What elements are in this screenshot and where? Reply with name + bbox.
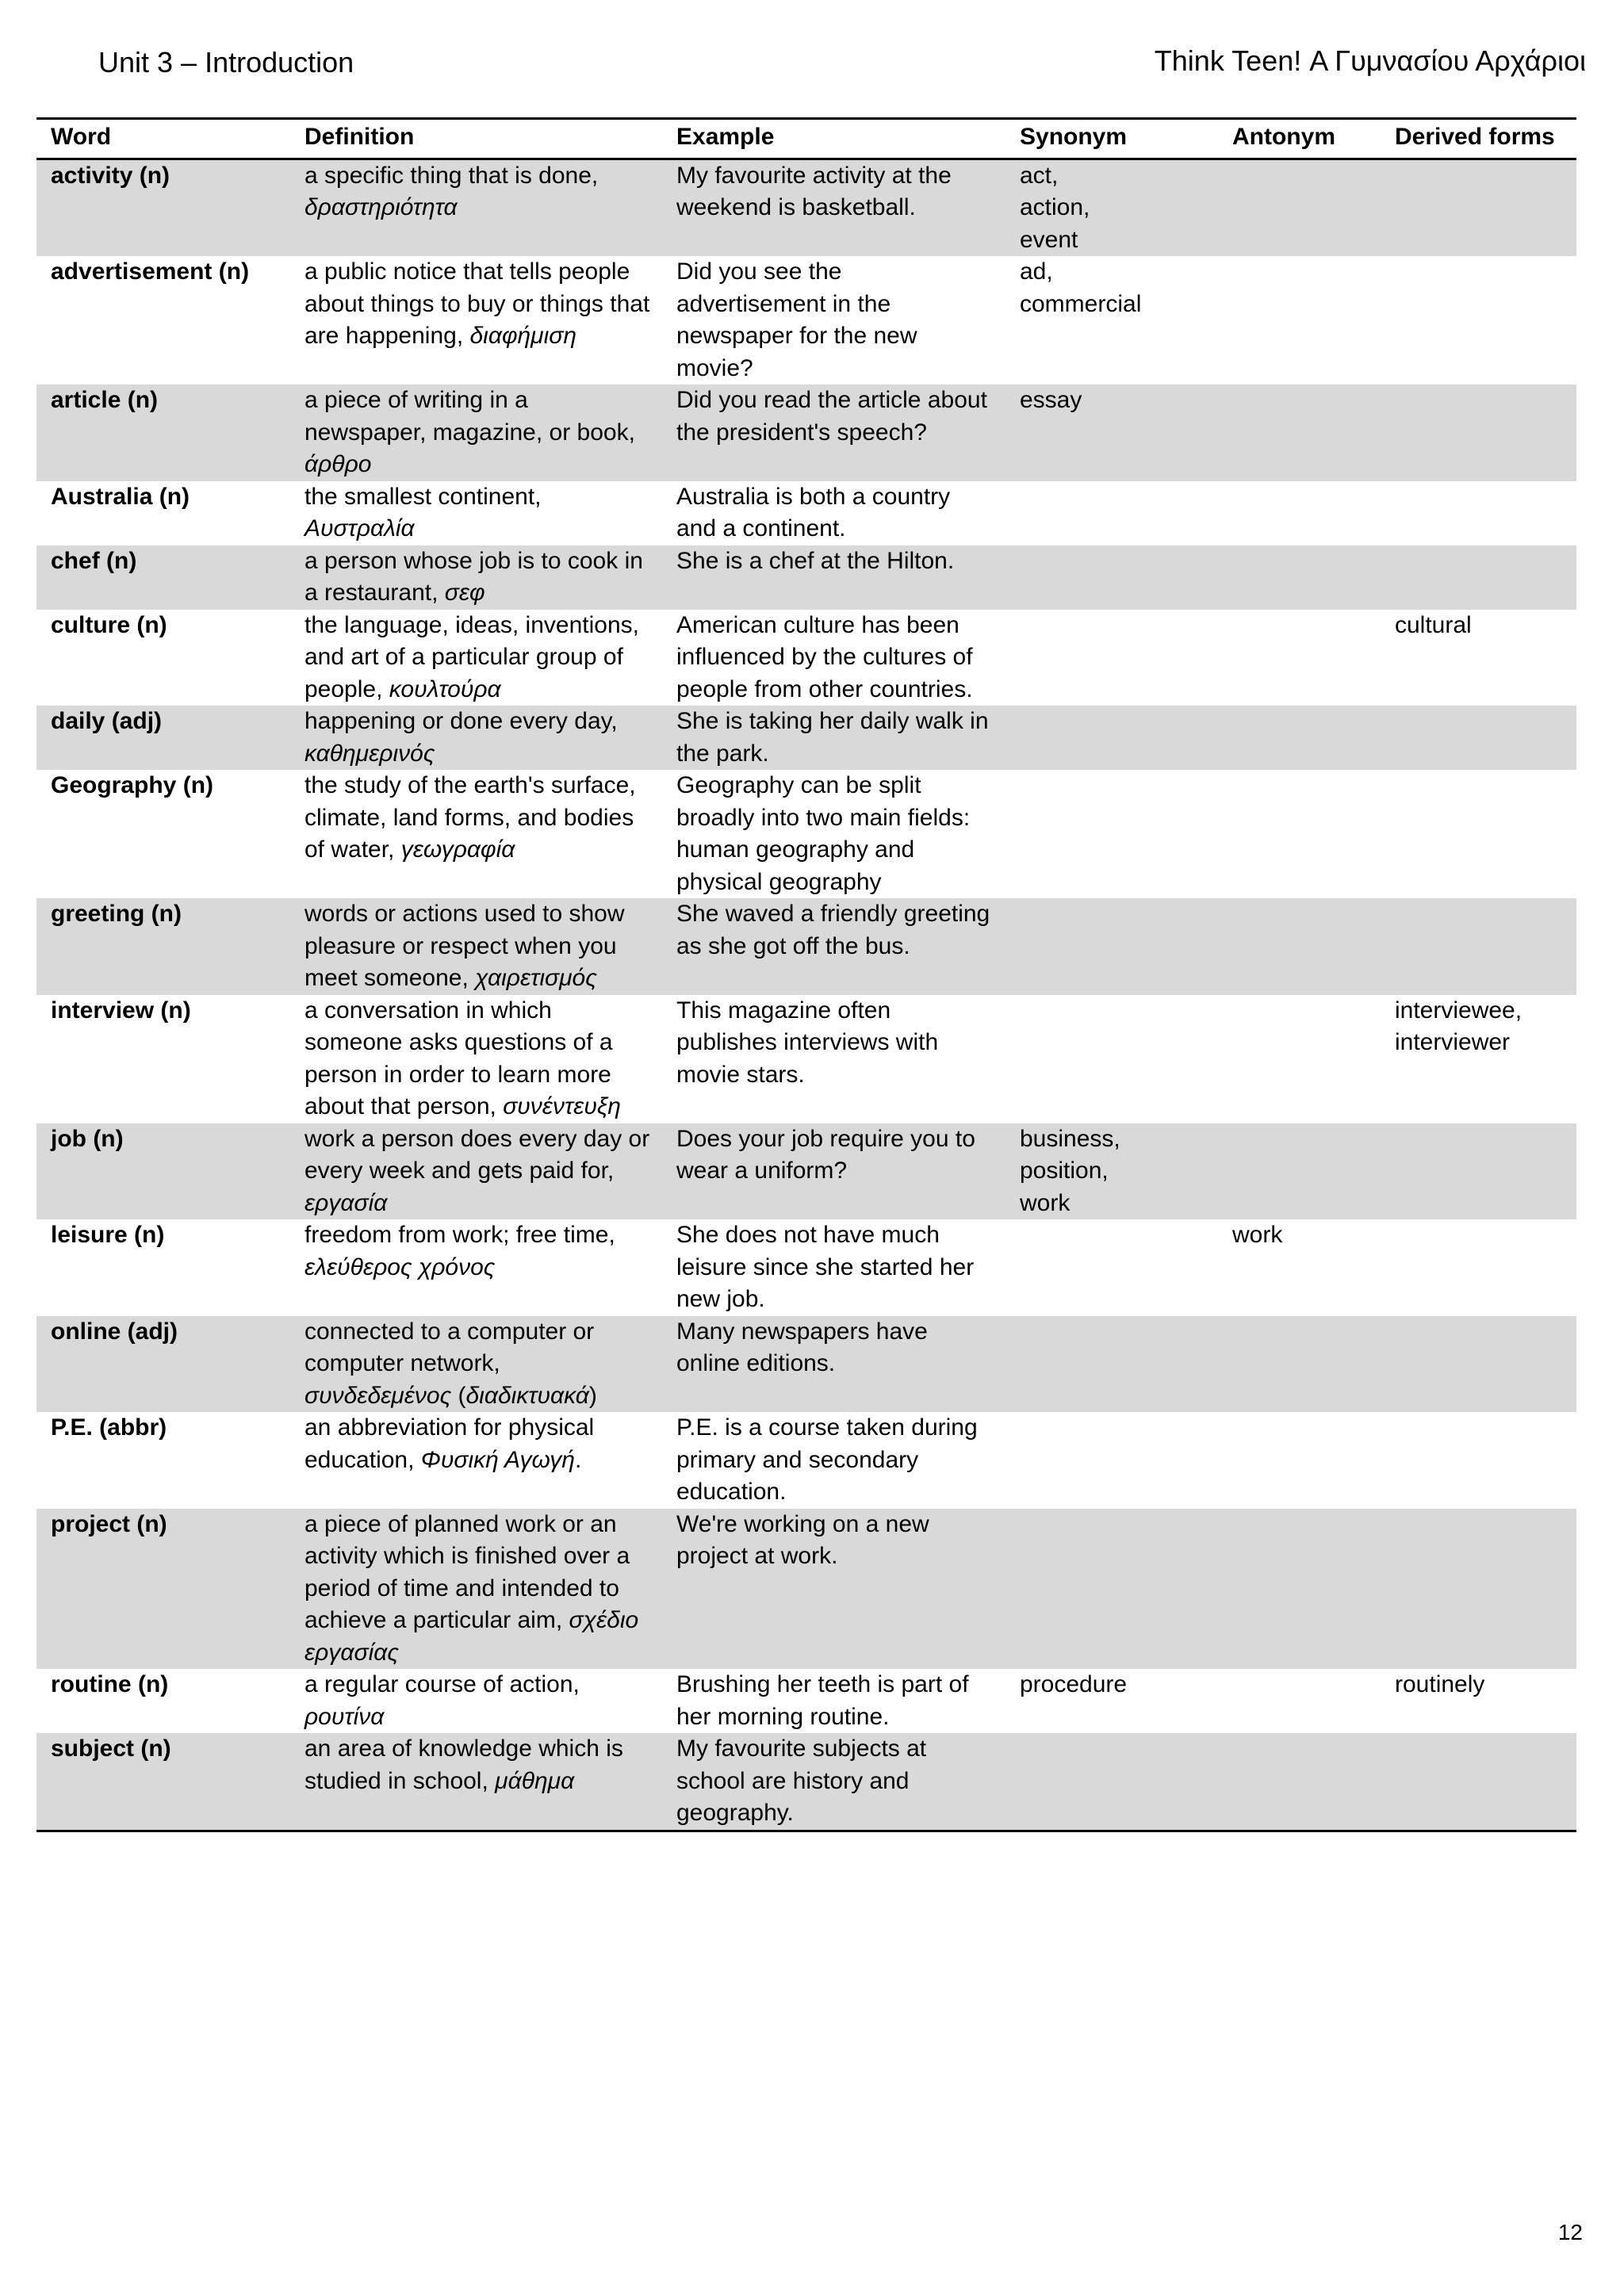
antonym-cell — [1218, 770, 1381, 898]
synonym-cell — [1005, 610, 1218, 706]
synonym-cell — [1005, 159, 1218, 256]
definition-cell — [290, 1123, 662, 1220]
word-cell — [36, 256, 290, 385]
antonym-cell — [1218, 706, 1381, 770]
word-cell — [36, 995, 290, 1123]
greek-translation: δραστηριότητα — [304, 194, 458, 220]
table-row — [36, 1733, 1576, 1831]
example-cell-text: We're working on a new project at work. — [676, 1510, 929, 1569]
antonym-cell — [1218, 159, 1381, 256]
example-cell — [662, 1219, 1005, 1316]
example-cell — [662, 159, 1005, 256]
word-cell-text: culture (n) — [51, 611, 167, 638]
antonym-cell — [1218, 1219, 1381, 1316]
greek-translation: Αυστραλία — [304, 515, 415, 541]
derived-forms-cell — [1381, 1509, 1576, 1670]
column-header-definition: Definition — [304, 124, 415, 150]
word-cell — [36, 1733, 290, 1831]
table-row — [36, 706, 1576, 770]
derived-forms-cell — [1381, 159, 1576, 256]
derived-forms-cell — [1381, 770, 1576, 898]
definition-text: an abbreviation for physical education, — [304, 1414, 595, 1473]
word-cell — [36, 1669, 290, 1733]
derived-forms-cell — [1381, 898, 1576, 995]
word-cell — [36, 770, 290, 898]
word-cell-text: article (n) — [51, 387, 159, 413]
example-cell-text: Did you read the article about the president's speech? — [676, 387, 987, 446]
derived-forms-cell — [1381, 481, 1576, 545]
table-row — [36, 385, 1576, 481]
synonym-cell — [1005, 545, 1218, 610]
example-cell-text: My favourite subjects at school are history and geography. — [676, 1735, 927, 1826]
definition-cell — [290, 995, 662, 1123]
word-cell — [36, 1219, 290, 1316]
derived-forms-cell — [1381, 1316, 1576, 1413]
word-cell — [36, 1509, 290, 1670]
word-cell — [36, 898, 290, 995]
page-number: 12 — [1557, 2220, 1583, 2244]
definition-text: connected to a computer or computer network, — [304, 1318, 595, 1376]
synonym-cell — [1005, 1316, 1218, 1413]
definition-cell — [290, 610, 662, 706]
definition-cell — [290, 1669, 662, 1733]
synonym-cell — [1005, 1669, 1218, 1733]
definition-text: words or actions used to show pleasure or respect when you meet someone, — [304, 901, 625, 991]
word-cell — [36, 1412, 290, 1509]
definition-text: a public notice that tells people about things to buy or things that are happening, — [304, 258, 650, 349]
example-cell-text: She does not have much leisure since she started her new job. — [676, 1222, 975, 1312]
example-cell-text: P.E. is a course taken during primary and secondary education. — [676, 1414, 978, 1505]
word-cell-text: activity (n) — [51, 162, 170, 189]
definition-text: a piece of planned work or an activity which is finished over a period of time and intended to achieve a particular aim, — [304, 1510, 630, 1633]
word-cell-text: P.E. (abbr) — [51, 1414, 167, 1441]
word-cell-text: Australia (n) — [51, 483, 190, 510]
table-row — [36, 159, 1576, 256]
table-row — [36, 545, 1576, 610]
word-cell — [36, 706, 290, 770]
derived-forms-cell — [1381, 1733, 1576, 1831]
greek-translation: ελεύθερος χρόνος — [304, 1253, 496, 1280]
greek-translation: σεφ — [444, 580, 485, 606]
definition-text: the smallest continent, — [304, 483, 542, 510]
word-cell-text: Geography (n) — [51, 772, 214, 798]
example-cell — [662, 1123, 1005, 1220]
greek-translation: συνδεδεμένος — [304, 1382, 452, 1409]
example-cell — [662, 481, 1005, 545]
example-cell — [662, 385, 1005, 481]
column-header-antonym: Antonym — [1232, 124, 1335, 150]
derived-forms-cell — [1381, 545, 1576, 610]
example-cell-text: She is taking her daily walk in the park. — [676, 708, 989, 767]
greek-translation: συνέντευξη — [503, 1093, 621, 1119]
word-cell-text: project (n) — [51, 1510, 167, 1537]
definition-cell — [290, 770, 662, 898]
greek-translation: εργασία — [304, 1189, 388, 1216]
antonym-cell — [1218, 256, 1381, 385]
example-cell-text: Brushing her teeth is part of her morning routine. — [676, 1671, 969, 1730]
definition-cell — [290, 1412, 662, 1509]
definition-text: the study of the earth's surface, climate, land forms, and bodies of water, — [304, 772, 636, 863]
example-cell — [662, 706, 1005, 770]
word-cell-text: interview (n) — [51, 997, 191, 1024]
definition-cell — [290, 1316, 662, 1413]
definition-text: freedom from work; free time, — [304, 1222, 615, 1248]
word-cell-text: advertisement (n) — [51, 258, 250, 285]
greek-translation: καθημερινός — [304, 740, 435, 767]
antonym-cell — [1218, 1669, 1381, 1733]
table-row — [36, 1412, 1576, 1509]
table-row — [36, 610, 1576, 706]
word-cell — [36, 1123, 290, 1220]
derived-forms-cell — [1381, 256, 1576, 385]
synonym-cell — [1005, 385, 1218, 481]
word-cell-text: greeting (n) — [51, 901, 182, 927]
greek-translation: μάθημα — [495, 1767, 575, 1794]
antonym-cell — [1218, 545, 1381, 610]
synonym-cell-text: ad, commercial — [1020, 258, 1142, 317]
greek-translation: ρουτίνα — [304, 1703, 385, 1730]
antonym-cell — [1218, 1412, 1381, 1509]
table-header-row — [36, 119, 1576, 159]
example-cell — [662, 1412, 1005, 1509]
definition-cell — [290, 1219, 662, 1316]
example-cell-text: My favourite activity at the weekend is basketball. — [676, 162, 952, 220]
column-header-word: Word — [51, 124, 112, 150]
definition-text: a person whose job is to cook in a restaurant, — [304, 547, 643, 606]
word-cell — [36, 610, 290, 706]
word-cell — [36, 1316, 290, 1413]
definition-text: work a person does every day or every week and gets paid for, — [304, 1125, 650, 1184]
book-title: Think Teen! Α Γυμνασίου Αρχάριοι — [1154, 44, 1586, 77]
table-row — [36, 1316, 1576, 1413]
word-cell-text: subject (n) — [51, 1735, 171, 1762]
definition-text: happening or done every day, — [304, 708, 618, 734]
greek-translation: άρθρο — [304, 451, 372, 477]
example-cell — [662, 770, 1005, 898]
definition-cell — [290, 159, 662, 256]
synonym-cell — [1005, 1509, 1218, 1670]
table-row — [36, 898, 1576, 995]
greek-translation: γεωγραφία — [400, 836, 515, 863]
definition-cell — [290, 1509, 662, 1670]
table-row — [36, 481, 1576, 545]
greek-separator: ( — [451, 1382, 466, 1409]
word-cell — [36, 385, 290, 481]
derived-forms-cell — [1381, 385, 1576, 481]
antonym-cell — [1218, 610, 1381, 706]
word-cell — [36, 545, 290, 610]
column-header-example: Example — [676, 124, 775, 150]
antonym-cell — [1218, 1509, 1381, 1670]
greek-translation: κουλτούρα — [389, 675, 501, 702]
greek-translation: χαιρετισμός — [475, 965, 597, 991]
greek-translation: Φυσική Αγωγή — [420, 1446, 575, 1473]
derived-forms-cell-text: routinely — [1395, 1671, 1485, 1697]
table-body — [36, 159, 1576, 1831]
derived-forms-cell — [1381, 610, 1576, 706]
synonym-cell-text: act, action, event — [1020, 162, 1090, 253]
example-cell — [662, 898, 1005, 995]
table-row — [36, 1219, 1576, 1316]
synonym-cell-text: essay — [1020, 387, 1082, 413]
definition-cell — [290, 706, 662, 770]
definition-cell — [290, 545, 662, 610]
word-cell-text: chef (n) — [51, 547, 137, 574]
example-cell — [662, 995, 1005, 1123]
derived-forms-cell — [1381, 1669, 1576, 1733]
definition-cell — [290, 256, 662, 385]
antonym-cell — [1218, 898, 1381, 995]
table-row — [36, 1509, 1576, 1670]
synonym-cell — [1005, 1412, 1218, 1509]
synonym-cell — [1005, 481, 1218, 545]
definition-text: a specific thing that is done, — [304, 162, 599, 189]
table-row — [36, 995, 1576, 1123]
example-cell — [662, 1733, 1005, 1831]
antonym-cell-text: work — [1232, 1222, 1283, 1248]
synonym-cell-text: business, position, work — [1020, 1125, 1120, 1216]
example-cell-text: Australia is both a country and a continent. — [676, 483, 951, 541]
word-cell — [36, 159, 290, 256]
derived-forms-cell-text: cultural — [1395, 611, 1472, 638]
word-cell-text: routine (n) — [51, 1671, 169, 1697]
synonym-cell-text: procedure — [1020, 1671, 1128, 1697]
example-cell-text: American culture has been influenced by the cultures of people from other countries. — [676, 611, 973, 702]
unit-title: Unit 3 – Introduction — [98, 46, 354, 78]
greek-separator: ) — [588, 1382, 597, 1409]
column-header-derived-forms: Derived forms — [1395, 124, 1555, 150]
derived-forms-cell — [1381, 1412, 1576, 1509]
example-cell-text: This magazine often publishes interviews with movie stars. — [676, 997, 939, 1088]
definition-cell — [290, 1733, 662, 1831]
synonym-cell — [1005, 898, 1218, 995]
greek-translation: διαφήμιση — [469, 323, 577, 349]
definition-text: a regular course of action, — [304, 1671, 580, 1697]
greek-separator: . — [574, 1446, 582, 1473]
synonym-cell — [1005, 1123, 1218, 1220]
derived-forms-cell — [1381, 1123, 1576, 1220]
word-cell — [36, 481, 290, 545]
greek-translation: σχέδιο εργασίας — [304, 1607, 639, 1666]
derived-forms-cell-text: interviewee, interviewer — [1395, 997, 1522, 1055]
example-cell — [662, 610, 1005, 706]
vocabulary-table — [36, 117, 1576, 1832]
antonym-cell — [1218, 385, 1381, 481]
antonym-cell — [1218, 1123, 1381, 1220]
greek-translation: διαδικτυακά — [465, 1382, 589, 1409]
table-row — [36, 770, 1576, 898]
antonym-cell — [1218, 1733, 1381, 1831]
example-cell-text: She waved a friendly greeting as she got off the bus. — [676, 901, 990, 959]
example-cell-text: She is a chef at the Hilton. — [676, 547, 955, 574]
example-cell — [662, 256, 1005, 385]
synonym-cell — [1005, 770, 1218, 898]
example-cell-text: Geography can be split broadly into two main fields: human geography and physical geography — [676, 772, 971, 895]
table-row — [36, 1669, 1576, 1733]
word-cell-text: daily (adj) — [51, 708, 163, 734]
antonym-cell — [1218, 1316, 1381, 1413]
example-cell-text: Does your job require you to wear a uniform? — [676, 1125, 975, 1184]
word-cell-text: online (adj) — [51, 1318, 178, 1345]
synonym-cell — [1005, 1733, 1218, 1831]
definition-text: a conversation in which someone asks questions of a person in order to learn more about that person, — [304, 997, 613, 1119]
example-cell — [662, 1316, 1005, 1413]
synonym-cell — [1005, 256, 1218, 385]
derived-forms-cell — [1381, 995, 1576, 1123]
definition-cell — [290, 481, 662, 545]
definition-cell — [290, 385, 662, 481]
word-cell-text: job (n) — [51, 1125, 124, 1152]
derived-forms-cell — [1381, 1219, 1576, 1316]
example-cell — [662, 545, 1005, 610]
example-cell — [662, 1509, 1005, 1670]
example-cell — [662, 1669, 1005, 1733]
definition-text: the language, ideas, inventions, and art of a particular group of people, — [304, 611, 639, 702]
table-row — [36, 256, 1576, 385]
word-cell-text: leisure (n) — [51, 1222, 165, 1248]
definition-text: an area of knowledge which is studied in school, — [304, 1735, 623, 1794]
antonym-cell — [1218, 995, 1381, 1123]
column-header-synonym: Synonym — [1020, 124, 1128, 150]
synonym-cell — [1005, 1219, 1218, 1316]
definition-cell — [290, 898, 662, 995]
definition-text: a piece of writing in a newspaper, magazine, or book, — [304, 387, 635, 446]
table-row — [36, 1123, 1576, 1220]
example-cell-text: Many newspapers have online editions. — [676, 1318, 928, 1376]
antonym-cell — [1218, 481, 1381, 545]
synonym-cell — [1005, 706, 1218, 770]
example-cell-text: Did you see the advertisement in the newspaper for the new movie? — [676, 258, 917, 381]
derived-forms-cell — [1381, 706, 1576, 770]
synonym-cell — [1005, 995, 1218, 1123]
